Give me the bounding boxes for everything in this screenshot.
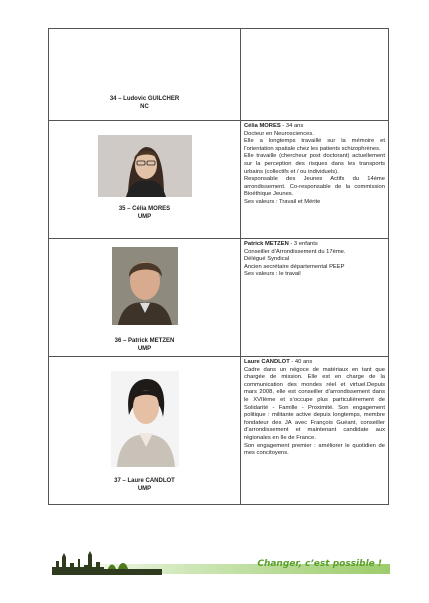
candidate-name: 35 – Célia MORES bbox=[118, 206, 171, 212]
footer-slogan: Changer, c’est possible ! bbox=[257, 559, 382, 569]
bio-line: Elle travaille (chercheur post doctorant) actuellement sur la perception des risques dans les transports urbains (collectifs et / ou individuels). bbox=[244, 153, 385, 175]
bio-age: - 40 ans bbox=[289, 359, 313, 365]
candidate-party: UMP bbox=[137, 346, 152, 352]
bio-name: Patrick METZEN bbox=[244, 241, 289, 247]
candidate-cell bbox=[49, 29, 241, 121]
candidate-row-35 bbox=[49, 121, 389, 239]
bio-cell bbox=[241, 121, 389, 239]
bio-name: Célia MORES bbox=[244, 123, 281, 129]
candidate-party: NC bbox=[140, 104, 149, 110]
bio-line: Conseiller d’Arrondissement du 17ème. bbox=[244, 248, 346, 255]
bio-line: Cadre dans un négoce de matériaux en tant que chargée de mission. Elle est en charge de la communication des mondes réel et virtuel.Depuis mars 2008, elle est conseiller d’arrondissement dans le XVIIème et s’occupe plus particulièrement de Solidarité - Famille - Proximité. Son engagement politique : militante active depuis longtemps, membre fondateur des JA avec François Guéant, conseiller d’arrondissement et maintenant candidate aux régionales en Ile de France. bbox=[244, 366, 385, 441]
bio-cell bbox=[241, 239, 389, 357]
bio-line: Responsable des Jeunes Actifs du 14ème arrondissement. Co-responsable de la commission Bioéthique Jeunes. bbox=[244, 176, 385, 198]
bio-line: Son engagement premier : améliorer le quotidien de mes concitoyens. bbox=[244, 442, 385, 457]
candidate-name: 36 – Patrick METZEN bbox=[114, 338, 175, 344]
bio-line: Docteur en Neurosciences. bbox=[244, 130, 314, 137]
bio-age: - 3 enfants bbox=[288, 241, 318, 247]
city-skyline-logo bbox=[52, 549, 162, 575]
candidate-row-37 bbox=[49, 357, 389, 505]
candidate-row-36 bbox=[49, 239, 389, 357]
candidate-row-34 bbox=[49, 29, 389, 121]
candidate-name: 37 – Laure CANDLOT bbox=[114, 478, 175, 484]
bio-line: Elle a longtemps travaillé sur la mémoire et l’orientation spatiale chez les patients schizophrènes. bbox=[244, 138, 385, 152]
candidate-cell bbox=[49, 239, 241, 357]
candidate-photo bbox=[98, 135, 192, 197]
page-footer bbox=[50, 547, 390, 579]
candidate-cell bbox=[49, 357, 241, 505]
bio-age: - 34 ans bbox=[280, 123, 304, 129]
candidate-cell bbox=[49, 121, 241, 239]
candidate-photo bbox=[112, 247, 178, 325]
bio-line: Ancien secrétaire départemental PEEP bbox=[244, 263, 345, 270]
candidate-table bbox=[48, 28, 389, 505]
candidate-party: UMP bbox=[137, 486, 152, 492]
bio-line: Ses valeurs : le travail bbox=[244, 271, 301, 278]
bio-cell bbox=[241, 357, 389, 505]
candidate-photo bbox=[111, 371, 179, 467]
bio-line: Délégué Syndical bbox=[244, 256, 290, 263]
bio-cell bbox=[241, 29, 389, 121]
candidate-party: UMP bbox=[137, 214, 152, 220]
bio-name: Laure CANDLOT bbox=[244, 359, 290, 365]
candidate-name: 34 – Ludovic GUILCHER bbox=[109, 96, 180, 102]
bio-line: Ses valeurs : Travail et Mérite bbox=[244, 198, 321, 205]
